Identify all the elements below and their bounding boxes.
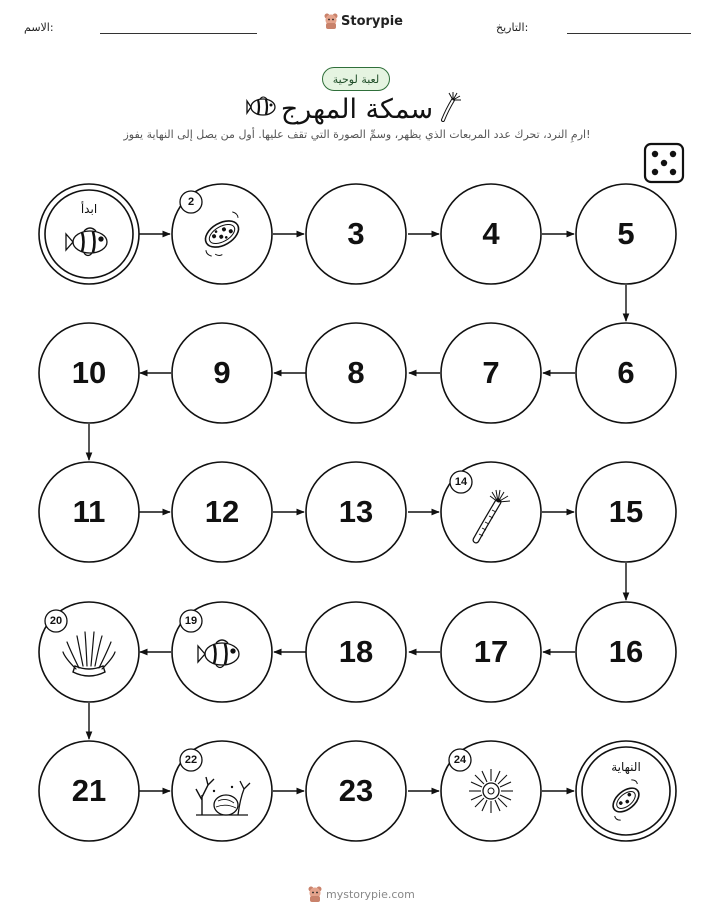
space-16-number: 16 bbox=[608, 634, 644, 669]
start-label: ابدأ bbox=[80, 202, 98, 216]
game-type-badge: لعبة لوحية bbox=[322, 67, 390, 91]
space-3-number: 3 bbox=[347, 216, 365, 251]
space-24-number: 24 bbox=[453, 754, 467, 766]
space-22-number: 22 bbox=[184, 754, 198, 766]
space-7-number: 7 bbox=[482, 355, 500, 390]
name-label: الاسم: bbox=[24, 21, 54, 34]
space-4-number: 4 bbox=[482, 216, 500, 251]
space-5-number: 5 bbox=[617, 216, 635, 251]
space-11-number: 11 bbox=[72, 494, 106, 529]
brand-name: Storypie bbox=[341, 13, 403, 29]
space-20-number: 20 bbox=[49, 615, 63, 627]
space-18-number: 18 bbox=[338, 634, 374, 669]
space-19-number: 19 bbox=[184, 615, 198, 627]
space-10-number: 10 bbox=[71, 355, 107, 390]
space-17-number: 17 bbox=[473, 634, 509, 669]
space-8-number: 8 bbox=[347, 355, 365, 390]
storypie-bear-icon bbox=[308, 886, 322, 902]
space-6-number: 6 bbox=[617, 355, 635, 390]
instructions-text: ارمِ النرد، تحرك عدد المربعات الذي يظهر، وسمِّ الصورة التي تقف عليها. أول من يصل إلى النهاية يفوز! bbox=[123, 128, 591, 141]
space-13-number: 13 bbox=[338, 494, 374, 529]
space-21-number: 21 bbox=[71, 773, 107, 808]
space-14-number: 14 bbox=[454, 476, 468, 488]
space-23-number: 23 bbox=[338, 773, 374, 808]
footer bbox=[308, 886, 415, 902]
page-title: سمكة المهرج bbox=[280, 94, 434, 125]
sea-star-anemone-icon bbox=[469, 769, 513, 813]
date-label: التاريخ: bbox=[496, 21, 529, 34]
end-label: النهاية bbox=[611, 760, 641, 774]
space-15-number: 15 bbox=[608, 494, 644, 529]
space-9-number: 9 bbox=[213, 355, 231, 390]
space-2-number: 2 bbox=[187, 196, 195, 208]
space-12-number: 12 bbox=[204, 494, 240, 529]
footer-url[interactable]: mystorypie.com bbox=[326, 887, 415, 901]
